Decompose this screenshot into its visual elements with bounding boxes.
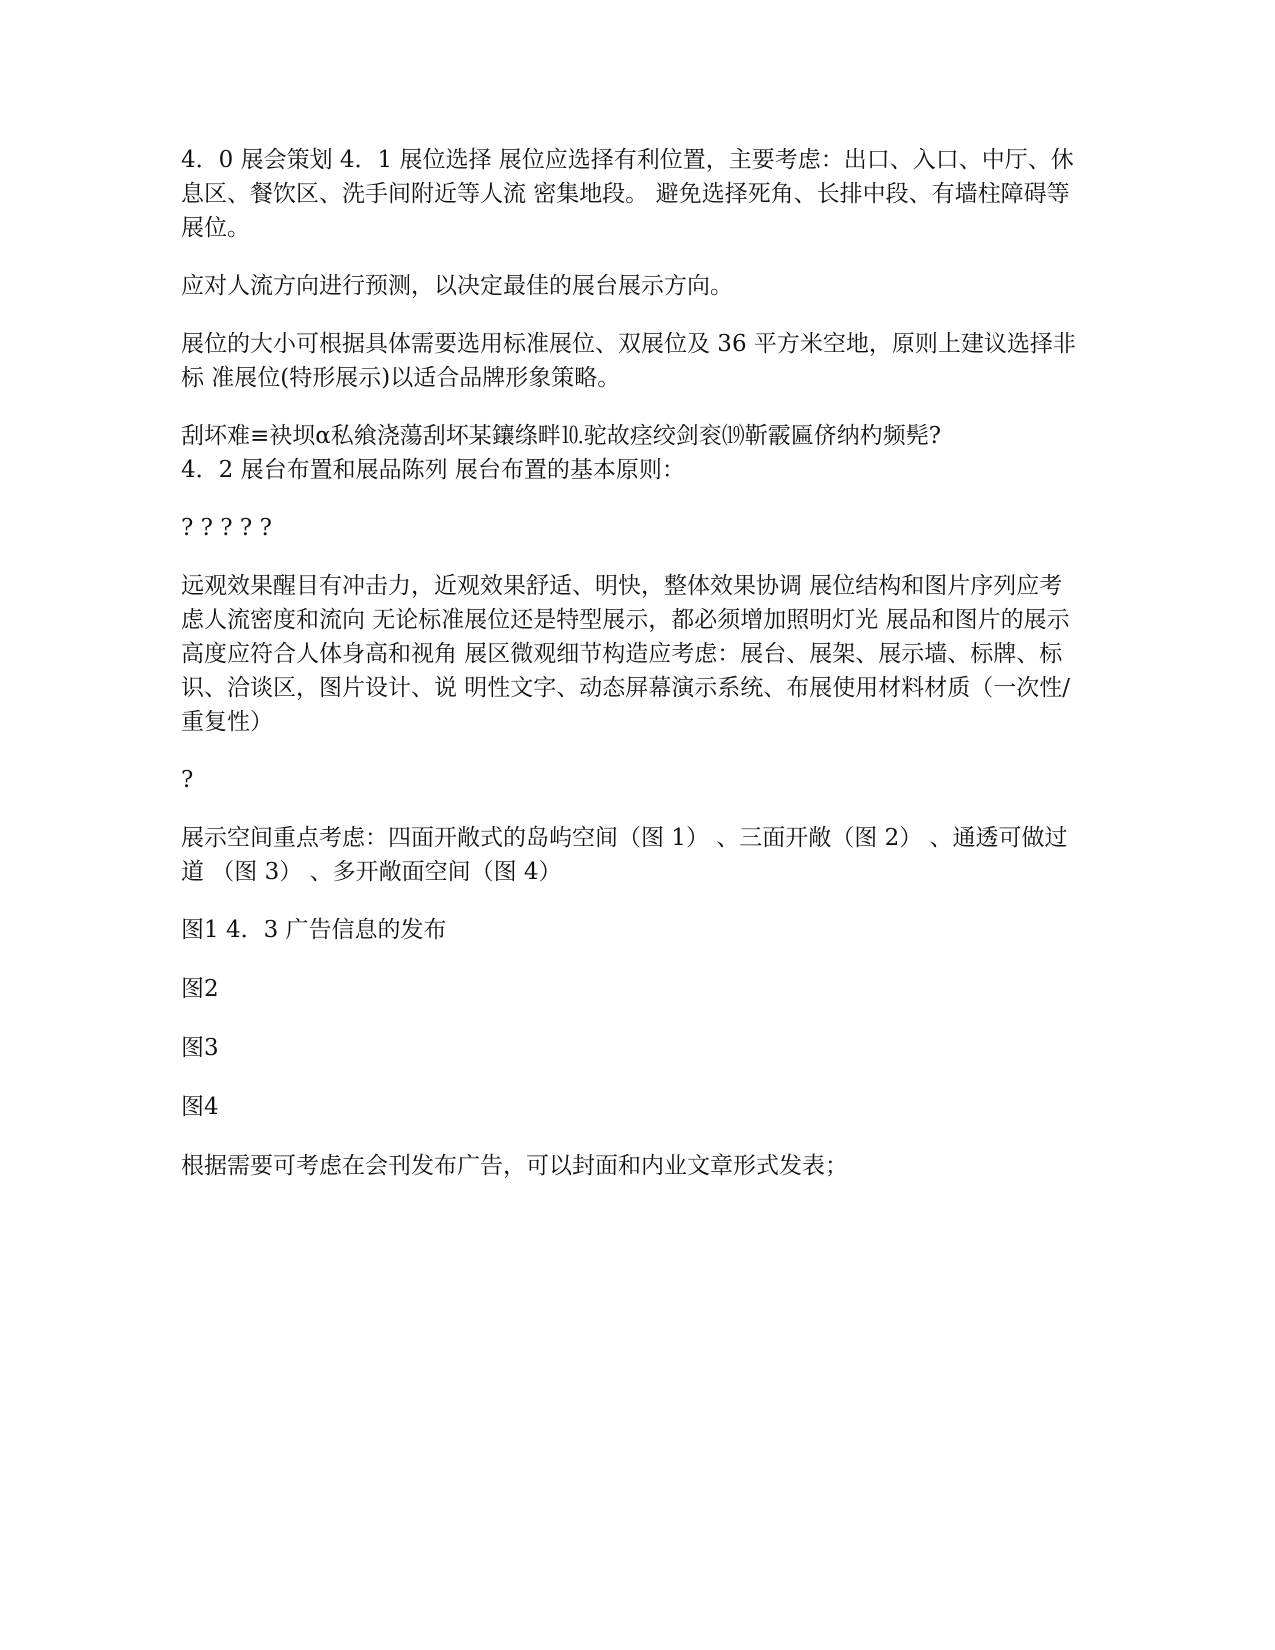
layout-principles-paragraph: 远观效果醒目有冲击力，近观效果舒适、明快，整体效果协调 展位结构和图片序列应考虑人流密度和流向 无论标准展位还是特型展示，都必须增加照明灯光 展品和图片的展示高度应符合人体身高和视角 展区微观细节构造应考虑：展台、展架、展示墙、标牌、标识、洽谈区，图片设计、说 明性文字、动态屏幕演示系统、布展使用材料材质（一次性/重复性） bbox=[181, 573, 1071, 735]
figure-2-label: 图2 bbox=[181, 976, 219, 1002]
figure-1-and-section-4-3: 图1 4．3 广告信息的发布 bbox=[181, 917, 447, 943]
bullet-placeholder-line: ? ? ? ? ? bbox=[181, 515, 272, 541]
display-space-paragraph: 展示空间重点考虑：四面开敞式的岛屿空间（图 1） 、三面开敞（图 2） 、通透可做过道 （图 3） 、多开敞面空间（图 4） bbox=[181, 825, 1068, 885]
section-4-2-heading: 4．2 展台布置和展品陈列 展台布置的基本原则： bbox=[181, 457, 685, 483]
booth-size-paragraph: 展位的大小可根据具体需要选用标准展位、双展位及 36 平方米空地，原则上建议选择非标 准展位(特形展示)以适合品牌形象策略。 bbox=[181, 331, 1076, 391]
figure-4-label: 图4 bbox=[181, 1094, 219, 1120]
figure-3-label: 图3 bbox=[181, 1035, 219, 1061]
garbled-text-line: 刮坏难≡袂坝α私飨浇蕩刮坏某鑲绦畔⒑驼故痉绞剑衮⒆靳霰匾侪纳杓频髡? bbox=[181, 423, 942, 449]
section-4-1-booth-selection: 4．0 展会策划 4．1 展位选择 展位应选择有利位置，主要考虑：出口、入口、中厅、休息区、餐饮区、洗手间附近等人流 密集地段。 避免选择死角、长排中段、有墙柱障碍等展位。 bbox=[181, 147, 1074, 241]
question-mark-line: ? bbox=[181, 767, 194, 793]
document-page bbox=[181, 143, 1081, 1207]
advertising-paragraph: 根据需要可考虑在会刊发布广告，可以封面和内业文章形式发表； bbox=[181, 1153, 848, 1179]
crowd-flow-paragraph: 应对人流方向进行预测，以决定最佳的展台展示方向。 bbox=[181, 273, 733, 299]
